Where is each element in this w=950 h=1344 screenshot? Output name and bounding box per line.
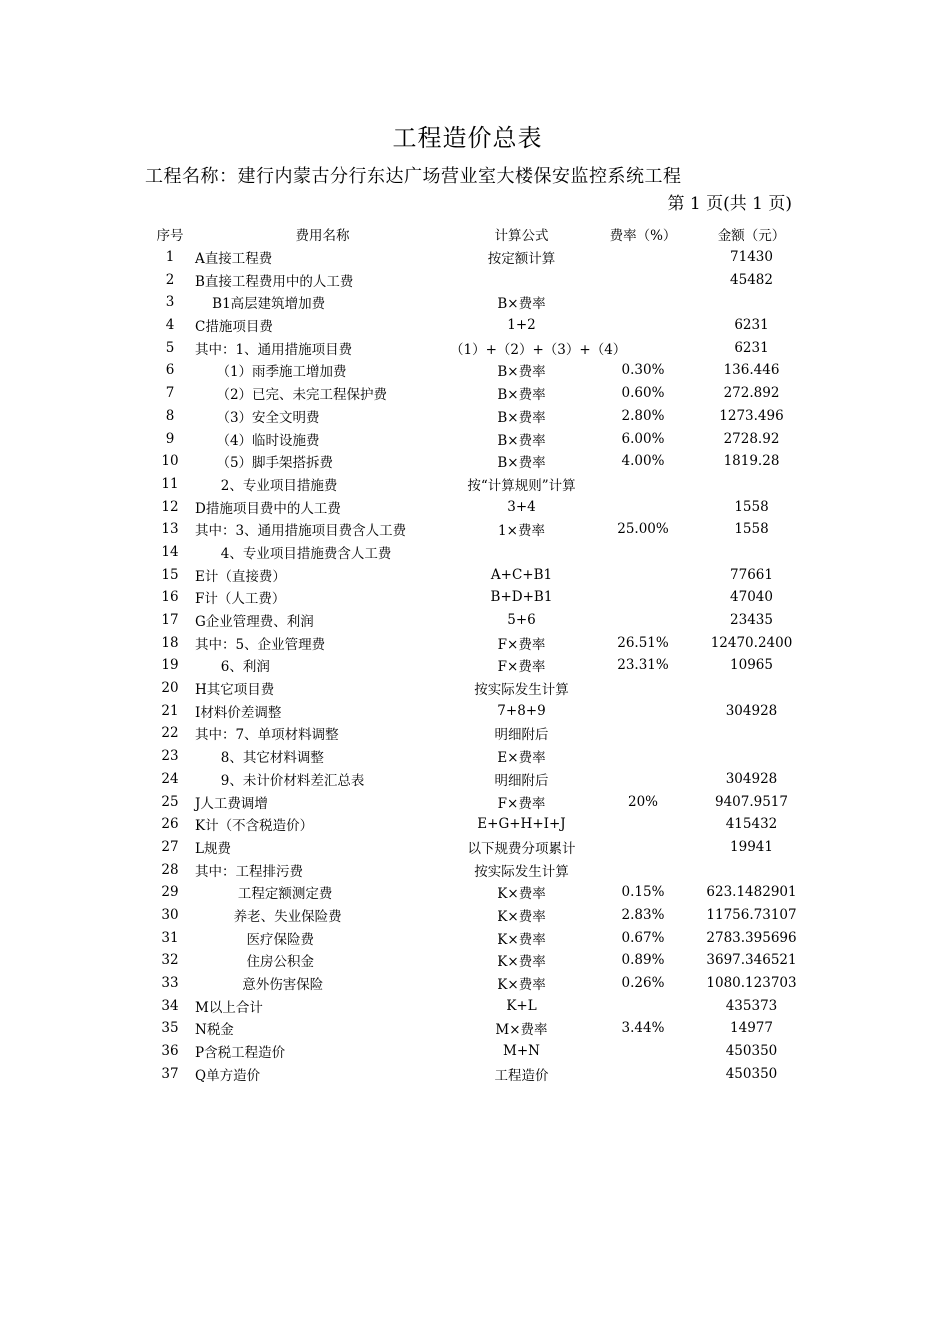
row-amount: 1273.496 (719, 407, 784, 424)
row-amount: 45482 (730, 271, 773, 288)
row-cost-name: （4）临时设施费 (195, 432, 320, 449)
row-rate (593, 677, 693, 700)
row-cost-name: I材料价差调整 (195, 704, 282, 721)
table-row (145, 858, 810, 881)
row-formula: K×费率 (497, 931, 546, 948)
row-number: 6 (165, 362, 175, 379)
row-number: 32 (161, 952, 179, 969)
row-number: 27 (161, 838, 179, 855)
row-amount: 12470.2400 (710, 634, 793, 651)
row-amount: 6231 (734, 317, 769, 334)
row-amount: 304928 (725, 770, 778, 787)
row-cost-name: 6、利润 (195, 659, 270, 676)
row-number: 35 (161, 1020, 179, 1037)
row-cost-name: K计（不含税造价） (195, 818, 314, 835)
table-row (145, 949, 810, 972)
row-number: 14 (161, 543, 179, 560)
row-formula: （1）+（2）+（3）+（4） (450, 341, 627, 358)
row-formula: B×费率 (497, 455, 546, 472)
table-row (145, 768, 810, 791)
row-rate (593, 246, 693, 269)
row-formula: F×费率 (497, 795, 546, 812)
row-formula: 以下规费分项累计 (467, 840, 576, 857)
row-formula (450, 541, 593, 564)
row-amount: 71430 (730, 249, 773, 266)
row-amount (693, 722, 810, 745)
row-rate (593, 858, 693, 881)
row-number: 26 (161, 816, 179, 833)
row-rate: 23.31% (617, 657, 669, 674)
row-cost-name: 其中：5、企业管理费 (195, 636, 326, 653)
column-header-rate: 费率（%） (609, 228, 677, 245)
row-formula: B×费率 (497, 409, 546, 426)
table-row (145, 291, 810, 314)
row-formula: E+G+H+I+J (477, 816, 566, 833)
table-row (145, 473, 810, 496)
row-number: 30 (161, 906, 179, 923)
row-number: 16 (161, 589, 179, 606)
row-number: 15 (161, 566, 179, 583)
row-cost-name: M以上合计 (195, 999, 263, 1016)
row-amount: 1080.123703 (706, 975, 797, 992)
row-formula: K+L (506, 997, 537, 1014)
row-formula: 按“计算规则”计算 (467, 477, 576, 494)
row-formula: M×费率 (495, 1022, 548, 1039)
row-cost-name: 其中：3、通用措施项目费含人工费 (195, 523, 407, 540)
row-number: 37 (161, 1065, 179, 1082)
row-amount (693, 745, 810, 768)
row-number: 19 (161, 657, 179, 674)
row-rate (593, 268, 693, 291)
row-formula: A+C+B1 (490, 566, 553, 583)
row-number: 10 (161, 453, 179, 470)
row-number: 11 (161, 475, 179, 492)
row-number: 13 (161, 521, 179, 538)
row-number: 29 (161, 884, 179, 901)
table-row (145, 314, 810, 337)
table-row (145, 336, 810, 359)
row-number: 34 (161, 997, 179, 1014)
row-rate: 0.15% (621, 884, 665, 901)
row-formula: B×费率 (497, 432, 546, 449)
row-amount: 11756.73107 (706, 906, 797, 923)
row-formula: K×费率 (497, 886, 546, 903)
row-cost-name: （5）脚手架搭拆费 (195, 455, 334, 472)
row-rate: 25.00% (617, 521, 669, 538)
row-amount (693, 541, 810, 564)
row-formula: 5+6 (507, 612, 536, 629)
row-rate: 2.83% (621, 906, 665, 923)
row-amount (693, 291, 810, 314)
table-row (145, 427, 810, 450)
table-row (145, 994, 810, 1017)
row-amount (693, 858, 810, 881)
row-formula: K×费率 (497, 977, 546, 994)
row-rate (593, 722, 693, 745)
row-cost-name: 9、未计价材料差汇总表 (195, 772, 365, 789)
row-cost-name: 其中：工程排污费 (195, 863, 303, 880)
row-cost-name: 其中：1、通用措施项目费 (195, 341, 353, 358)
row-cost-name: 工程定额测定费 (195, 886, 333, 903)
row-cost-name: 住房公积金 (195, 954, 314, 971)
row-cost-name: J人工费调增 (195, 795, 268, 812)
table-row (145, 268, 810, 291)
row-cost-name: G企业管理费、利润 (195, 614, 314, 631)
row-rate (593, 314, 693, 337)
row-cost-name: C措施项目费 (195, 319, 273, 336)
row-formula: F×费率 (497, 636, 546, 653)
row-amount: 47040 (730, 589, 773, 606)
row-formula: 3+4 (507, 498, 536, 515)
table-row (145, 450, 810, 473)
row-amount: 272.892 (723, 385, 780, 402)
row-amount: 1558 (734, 521, 769, 538)
row-amount: 2728.92 (723, 430, 780, 447)
row-number: 33 (161, 975, 179, 992)
row-amount: 19941 (730, 838, 773, 855)
row-amount: 6231 (734, 339, 769, 356)
column-header-number: 序号 (156, 228, 184, 245)
row-formula: 按实际发生计算 (474, 863, 569, 880)
row-rate (593, 745, 693, 768)
column-header-amount: 金额（元） (717, 228, 786, 245)
row-rate (593, 994, 693, 1017)
row-rate (593, 609, 693, 632)
table-row (145, 518, 810, 541)
row-amount: 623.1482901 (706, 884, 797, 901)
row-cost-name: 2、专业项目措施费 (195, 477, 338, 494)
column-header-name: 费用名称 (295, 228, 350, 245)
row-number: 25 (161, 793, 179, 810)
row-cost-name: F计（人工费） (195, 591, 286, 608)
row-rate: 0.89% (621, 952, 665, 969)
table-row (145, 495, 810, 518)
row-number: 23 (161, 748, 179, 765)
table-row (145, 677, 810, 700)
row-formula: B×费率 (497, 387, 546, 404)
row-formula: 7+8+9 (497, 702, 546, 719)
row-number: 24 (161, 770, 179, 787)
row-rate: 20% (627, 793, 658, 810)
row-cost-name: B直接工程费用中的人工费 (195, 273, 354, 290)
table-row (145, 745, 810, 768)
row-cost-name: （3）安全文明费 (195, 409, 320, 426)
row-formula: E×费率 (497, 750, 546, 767)
row-cost-name: 养老、失业保险费 (195, 908, 342, 925)
table-body (145, 246, 810, 1085)
row-number: 4 (165, 317, 175, 334)
table-row (145, 904, 810, 927)
table-row (145, 722, 810, 745)
row-amount: 3697.346521 (706, 952, 797, 969)
table-row (145, 1062, 810, 1085)
row-cost-name: Q单方造价 (195, 1067, 261, 1084)
table-header (145, 223, 810, 246)
row-amount: 136.446 (723, 362, 780, 379)
row-number: 7 (165, 385, 175, 402)
row-number: 20 (161, 680, 179, 697)
table-row (145, 881, 810, 904)
row-rate: 0.30% (621, 362, 665, 379)
row-cost-name: 医疗保险费 (195, 931, 314, 948)
column-header-formula: 计算公式 (494, 228, 549, 245)
row-rate (593, 541, 693, 564)
table-row (145, 972, 810, 995)
row-formula: F×费率 (497, 659, 546, 676)
row-cost-name: E计（直接费） (195, 568, 286, 585)
row-formula: B×费率 (497, 364, 546, 381)
table-row (145, 246, 810, 269)
row-rate: 0.26% (621, 975, 665, 992)
row-formula: K×费率 (497, 954, 546, 971)
row-amount: 9407.9517 (714, 793, 788, 810)
row-number: 22 (161, 725, 179, 742)
page-indicator: 第 1 页(共 1 页) (667, 194, 792, 214)
table-row (145, 1017, 810, 1040)
row-cost-name: P含税工程造价 (195, 1045, 286, 1062)
row-rate (593, 699, 693, 722)
row-rate (593, 291, 693, 314)
row-formula: 工程造价 (494, 1067, 549, 1084)
row-number: 18 (161, 634, 179, 651)
row-amount: 304928 (725, 702, 778, 719)
row-cost-name: N税金 (195, 1022, 234, 1039)
document-title: 工程造价总表 (392, 124, 543, 152)
row-cost-name: A直接工程费 (195, 251, 273, 268)
row-rate (593, 836, 693, 859)
table-row (145, 790, 810, 813)
row-rate: 3.44% (621, 1020, 665, 1037)
row-formula: M+N (503, 1043, 540, 1060)
row-number: 2 (165, 271, 175, 288)
row-cost-name: 4、专业项目措施费含人工费 (195, 545, 392, 562)
row-rate: 6.00% (621, 430, 665, 447)
row-rate (593, 495, 693, 518)
row-amount: 2783.395696 (706, 929, 797, 946)
row-amount: 23435 (730, 612, 773, 629)
row-number: 9 (165, 430, 175, 447)
row-cost-name: D措施项目费中的人工费 (195, 500, 341, 517)
row-amount: 450350 (725, 1043, 778, 1060)
row-number: 17 (161, 612, 179, 629)
row-cost-name: H其它项目费 (195, 682, 275, 699)
row-formula: 1+2 (507, 317, 536, 334)
row-number: 31 (161, 929, 179, 946)
row-rate (593, 473, 693, 496)
row-formula: 明细附后 (494, 727, 549, 744)
row-number: 1 (165, 249, 175, 266)
row-number: 21 (161, 702, 179, 719)
row-formula: 1×费率 (498, 523, 545, 540)
row-amount (693, 677, 810, 700)
row-formula: B+D+B1 (490, 589, 553, 606)
row-amount: 1819.28 (723, 453, 780, 470)
row-number: 12 (161, 498, 179, 515)
row-amount: 450350 (725, 1065, 778, 1082)
row-amount: 415432 (725, 816, 778, 833)
row-amount: 10965 (730, 657, 773, 674)
row-formula (450, 268, 593, 291)
row-amount: 14977 (730, 1020, 773, 1037)
row-rate: 0.67% (621, 929, 665, 946)
row-rate (593, 586, 693, 609)
row-cost-name: L规费 (195, 840, 231, 857)
row-amount (693, 473, 810, 496)
project-name: 工程名称：建行内蒙古分行东达广场营业室大楼保安监控系统工程 (145, 166, 682, 187)
row-cost-name: （2）已完、未完工程保护费 (195, 387, 388, 404)
row-rate: 2.80% (621, 407, 665, 424)
row-rate (593, 1062, 693, 1085)
row-rate: 4.00% (621, 453, 665, 470)
row-rate (593, 563, 693, 586)
table-row (145, 654, 810, 677)
table-row (145, 926, 810, 949)
row-amount: 1558 (734, 498, 769, 515)
row-rate (593, 1040, 693, 1063)
table-row (145, 1040, 810, 1063)
row-formula: 明细附后 (494, 772, 549, 789)
cost-summary-table (145, 223, 810, 1085)
row-formula: 按实际发生计算 (474, 682, 569, 699)
row-cost-name: 8、其它材料调整 (195, 750, 324, 767)
table-row (145, 382, 810, 405)
row-rate (593, 768, 693, 791)
table-row (145, 609, 810, 632)
row-number: 36 (161, 1043, 179, 1060)
row-number: 28 (161, 861, 179, 878)
row-formula: K×费率 (497, 908, 546, 925)
table-row (145, 359, 810, 382)
row-cost-name: B1高层建筑增加费 (195, 296, 326, 313)
row-cost-name: （1）雨季施工增加费 (195, 364, 347, 381)
table-row (145, 405, 810, 428)
table-row (145, 699, 810, 722)
table-row (145, 563, 810, 586)
row-cost-name: 意外伤害保险 (195, 977, 324, 994)
row-formula: 按定额计算 (487, 251, 556, 268)
row-amount: 435373 (725, 997, 778, 1014)
row-number: 3 (165, 294, 175, 311)
table-row (145, 631, 810, 654)
row-formula: B×费率 (497, 296, 546, 313)
table-row (145, 586, 810, 609)
row-rate: 0.60% (621, 385, 665, 402)
row-number: 5 (165, 339, 175, 356)
header-row (145, 223, 810, 246)
table-row (145, 813, 810, 836)
row-cost-name: 其中：7、单项材料调整 (195, 727, 339, 744)
row-rate: 26.51% (617, 634, 669, 651)
row-rate (593, 813, 693, 836)
table-row (145, 836, 810, 859)
row-number: 8 (165, 407, 175, 424)
row-amount: 77661 (730, 566, 773, 583)
table-row (145, 541, 810, 564)
